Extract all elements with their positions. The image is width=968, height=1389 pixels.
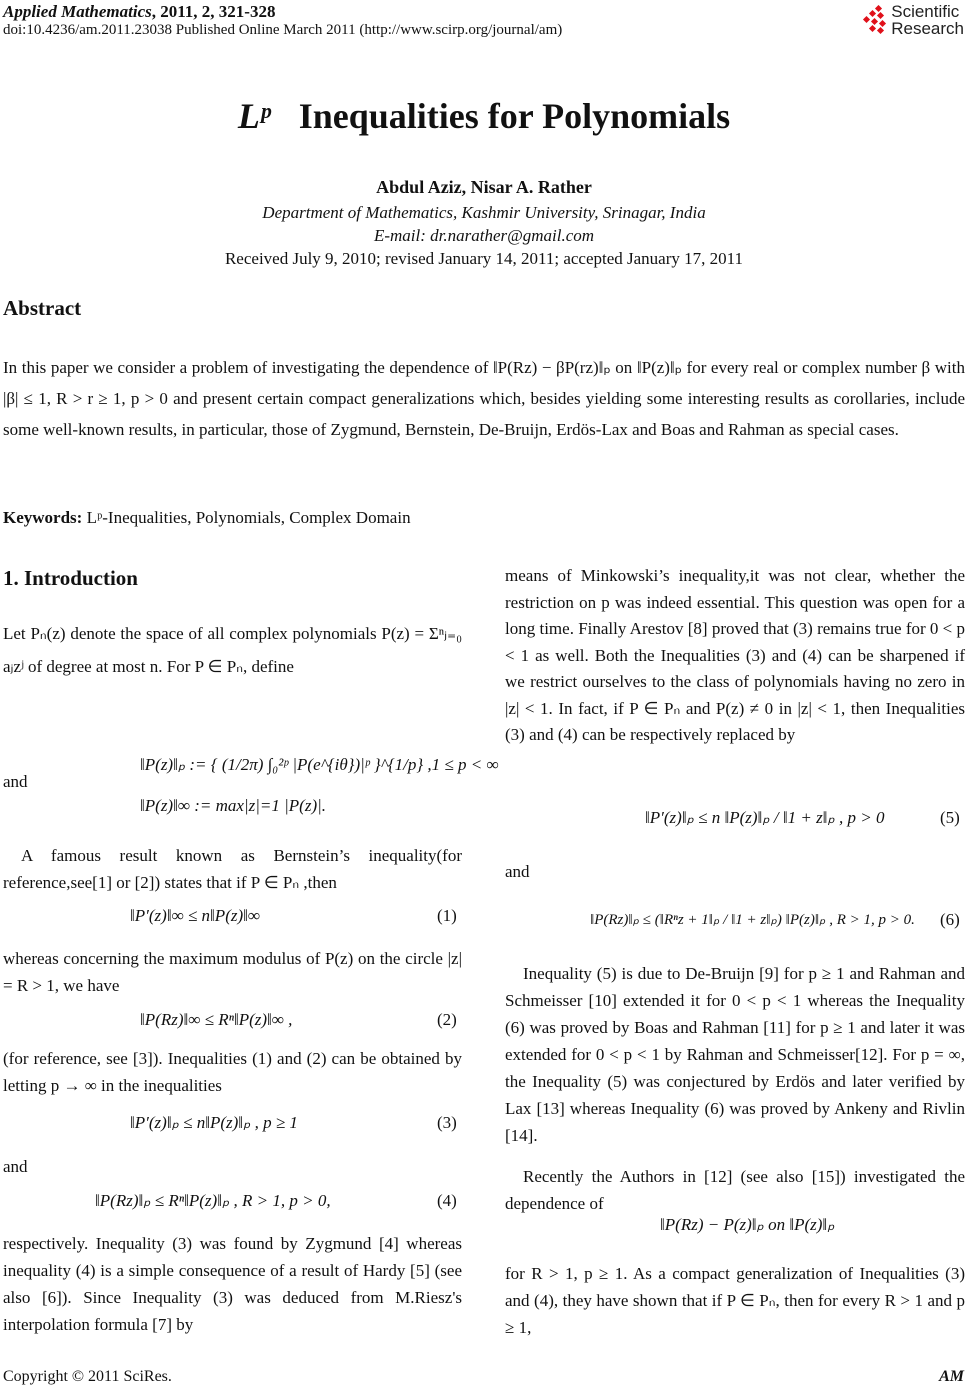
equation-p-norm: ‖P(z)‖ₚ := { (1/2π) ∫₀²ᵖ |P(e^{iθ})|ᵖ }^{1/p} ,1 ≤ p < ∞ xyxy=(140,755,499,774)
diamond-logo-icon xyxy=(861,5,887,35)
authors: Abdul Aziz, Nisar A. Rather xyxy=(376,177,592,197)
equation-5: ‖P′(z)‖ₚ ≤ n ‖P(z)‖ₚ / ‖1 + z‖ₚ , p > 0 xyxy=(645,808,885,827)
equation-2-number: (2) xyxy=(437,1010,457,1029)
equation-4-number: (4) xyxy=(437,1191,457,1210)
affiliation: Department of Mathematics, Kashmir University, Srinagar, India xyxy=(262,203,706,222)
keywords: Keywords: Lᵖ-Inequalities, Polynomials, Complex Domain xyxy=(3,508,411,527)
doi-line: doi:10.4236/am.2011.23038 Published Online March 2011 (http://www.scirp.org/journal/am) xyxy=(3,22,563,38)
section-heading-introduction: 1. Introduction xyxy=(3,566,138,590)
abstract-text: In this paper we consider a problem of investigating the dependence of ‖P(Rz) − βP(rz)‖ₚ on ‖P(z)‖ₚ for every real or complex number β with |β| ≤ 1, R > r ≥ 1, p > 0 and present certain compact generalizations which, besides yielding some interesting results as corollaries, include some well-known results, in particular, those of Zygmund, Bernstein, De-Bruijn, Erdös-Lax and Boas and Rahman as special cases. xyxy=(3,358,965,439)
intro-paragraph-9: for R > 1, p ≥ 1. As a compact generalization of Inequalities (3) and (4), they have shown that if P ∈ Pₙ, then for every R > 1 and p ≥ 1, xyxy=(505,1264,965,1337)
equation-3: ‖P′(z)‖ₚ ≤ n‖P(z)‖ₚ , p ≥ 1 xyxy=(130,1113,298,1132)
intro-paragraph-3: whereas concerning the maximum modulus of P(z) on the circle |z| = R > 1, we have xyxy=(3,949,462,995)
intro-paragraph-1: Let Pₙ(z) denote the space of all complex polynomials P(z) = Σⁿⱼ₌₀ aⱼzʲ of degree at most n. For P ∈ Pₙ, define xyxy=(3,624,462,676)
equation-max-norm: ‖P(z)‖∞ := max|z|=1 |P(z)|. xyxy=(140,796,327,815)
copyright: Copyright © 2011 SciRes. xyxy=(3,1368,172,1385)
intro-paragraph-5: respectively. Inequality (3) was found by Zygmund [4] whereas inequality (4) is a simple consequence of a result of Hardy [5] (see also [6]). Since Inequality (3) was deduced from M.Riesz's interpolation formula [7] by xyxy=(3,1234,462,1334)
equation-2: ‖P(Rz)‖∞ ≤ Rⁿ‖P(z)‖∞ , xyxy=(140,1010,293,1029)
equation-5-number: (5) xyxy=(940,808,960,827)
equation-3-number: (3) xyxy=(437,1113,457,1132)
intro-paragraph-4: (for reference, see [3]). Inequalities (1) and (2) can be obtained by letting p → ∞ in the inequalities xyxy=(3,1049,462,1095)
intro-paragraph-2: A famous result known as Bernstein’s inequality(for reference,see[1] or [2]) states that if P ∈ Pₙ ,then xyxy=(3,846,462,892)
equation-1: ‖P′(z)‖∞ ≤ n‖P(z)‖∞ xyxy=(130,906,261,925)
equation-7: ‖P(Rz) − P(z)‖ₚ on ‖P(z)‖ₚ xyxy=(660,1215,835,1234)
equation-1-number: (1) xyxy=(437,906,457,925)
paper-title: Lᵖ Inequalities for Polynomials xyxy=(237,96,731,136)
equation-6: ‖P(Rz)‖ₚ ≤ (‖Rⁿz + 1‖ₚ / ‖1 + z‖ₚ) ‖P(z)‖ₚ , R > 1, p > 0. xyxy=(590,912,915,928)
received-dates: Received July 9, 2010; revised January 14, 2011; accepted January 17, 2011 xyxy=(224,249,744,268)
equation-6-number: (6) xyxy=(940,910,960,929)
journal-abbreviation: AM xyxy=(939,1368,964,1385)
text-and: and xyxy=(505,862,530,881)
abstract-heading: Abstract xyxy=(3,296,82,320)
intro-paragraph-6: means of Minkowski’s inequality,it was not clear, whether the restriction on p was indeed essential. This question was open for a long time. Finally Arestov [8] proved that (3) remains true for 0 < p < 1 as well. Both the Inequalities (3) and (4) can be sharpened if we restrict ourselves to the class of polynomials having no zero in |z| < 1. In fact, if P ∈ Pₙ and P(z) ≠ 0 in |z| < 1, then Inequalities (3) and (4) can be respectively replaced by xyxy=(505,566,965,744)
equation-4: ‖P(Rz)‖ₚ ≤ Rⁿ‖P(z)‖ₚ , R > 1, p > 0, xyxy=(95,1191,331,1210)
publisher-logo: Scientific Research xyxy=(861,3,964,37)
journal-header: Applied Mathematics, 2011, 2, 321-328 xyxy=(3,2,276,21)
intro-paragraph-7: Inequality (5) is due to De-Bruijn [9] for p ≥ 1 and Rahman and Schmeisser [10] extended it for 0 < p < 1 whereas the Inequality (6) was proved by Boas and Rahman [11] for p ≥ 1 and later it was extended for 0 < p < 1 by Rahman and Schmeisser[12]. For p = ∞, the Inequality (5) was conjectured by Erdös and later verified by Lax [13] whereas Inequality (6) was proved by Ankeny and Rivlin [14]. xyxy=(505,964,965,1145)
text-and: and xyxy=(3,1157,28,1176)
text-and: and xyxy=(3,772,28,791)
email: E-mail: dr.narather@gmail.com xyxy=(373,226,595,245)
intro-paragraph-8: Recently the Authors in [12] (see also [15]) investigated the dependence of xyxy=(505,1167,965,1213)
